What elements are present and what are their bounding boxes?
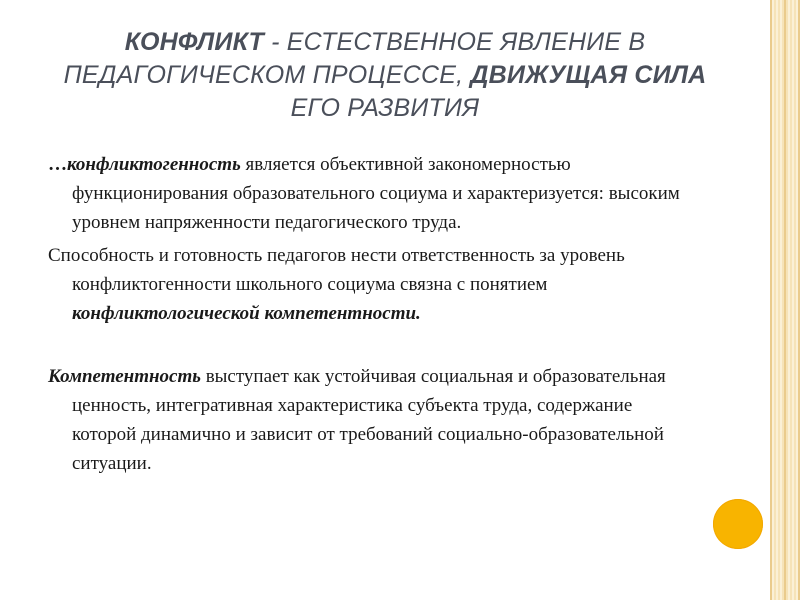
border-line-middle	[784, 0, 786, 600]
paragraph-1	[48, 150, 698, 237]
paragraph-2-text: Способность и готовность педагогов нести ответственность за уровень конфликтогенности школьного социума связна с понятием	[48, 245, 625, 295]
title-text-2: ЕГО РАЗВИТИЯ	[290, 94, 480, 122]
slide-body	[48, 150, 698, 478]
paragraph-spacer	[48, 328, 698, 362]
paragraph-1-lead: …	[48, 154, 67, 175]
slide-title	[40, 26, 730, 125]
title-bold-2: ДВИЖУЩАЯ СИЛА	[470, 61, 707, 89]
paragraph-1-text: является объективной закономерностью функционирования образовательного социума и характеризуется: высоким уровнем напряженности педагогического труда.	[72, 154, 680, 233]
paragraph-2-emphasis: конфликтологической компетентности.	[72, 303, 421, 324]
decorative-right-border	[770, 0, 800, 600]
title-bold-1: КОНФЛИКТ	[124, 28, 264, 56]
decorative-circle	[713, 499, 763, 549]
paragraph-3-text: выступает как устойчивая социальная и образовательная ценность, интегративная характеристика субъекта труда, содержание которой динамично и зависит от требований социально-образовательной ситуации.	[72, 366, 666, 474]
paragraph-3	[48, 362, 698, 478]
paragraph-3-emphasis: Компетентность	[48, 366, 201, 387]
title-text-1: - ЕСТЕСТВЕННОЕ ЯВЛЕНИЕ В ПЕДАГОГИЧЕСКОМ ПРОЦЕССЕ,	[63, 28, 646, 89]
paragraph-1-emphasis: конфликтогенность	[67, 154, 241, 175]
border-line-left	[770, 0, 772, 600]
paragraph-2	[48, 241, 698, 328]
